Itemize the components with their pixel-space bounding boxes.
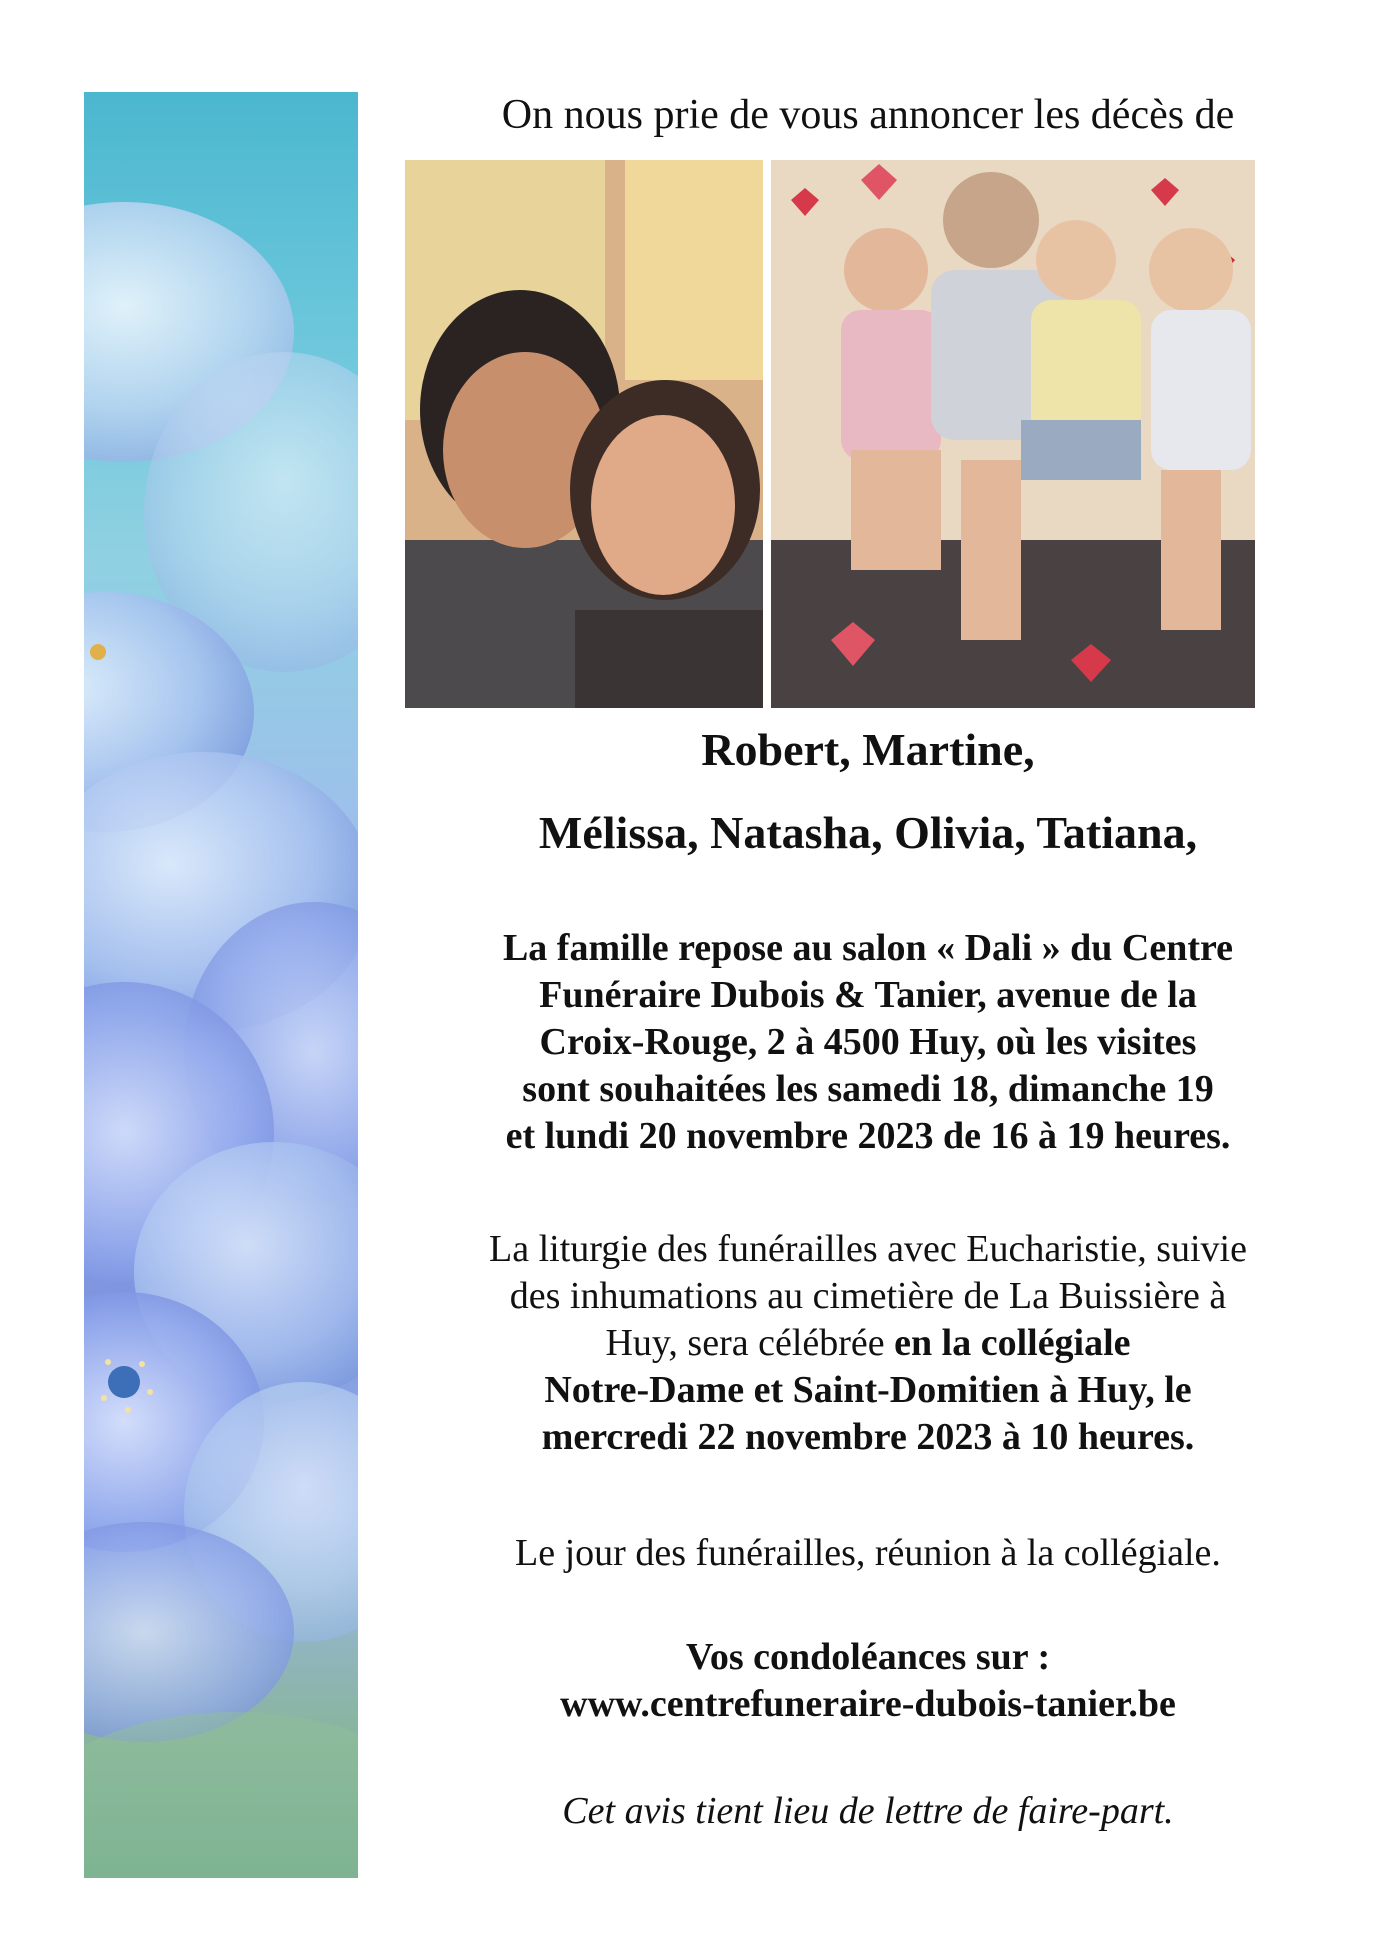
obituary-content — [358, 0, 1378, 1949]
liturgy-line: mercredi 22 novembre 2023 à 10 heures. — [541, 1416, 1195, 1458]
liturgy-line: La liturgie des funérailles avec Eucharistie, suivie — [489, 1228, 1247, 1270]
notice-text: Cet avis tient lieu de lettre de faire-part. — [562, 1790, 1174, 1832]
condolences-website[interactable]: www.centrefuneraire-dubois-tanier.be — [560, 1683, 1176, 1725]
visits-paragraph — [358, 925, 1378, 1160]
visits-line: Funéraire Dubois & Tanier, avenue de la — [539, 974, 1197, 1016]
liturgy-line — [358, 1320, 1378, 1367]
liturgy-line: des inhumations au cimetière de La Buissière à — [509, 1275, 1227, 1317]
liturgy-line-regular: Huy, sera célébrée — [605, 1322, 895, 1364]
photo-divider — [763, 160, 771, 708]
hydrangea-illustration — [84, 92, 358, 1878]
condolences-block — [358, 1634, 1378, 1728]
announcement-text: On nous prie de vous annoncer les décès de — [501, 92, 1235, 138]
deceased-names-line-2: Mélissa, Natasha, Olivia, Tatiana, — [538, 807, 1198, 858]
liturgy-line-bold: en la collégiale — [894, 1322, 1131, 1364]
visits-line: sont souhaitées les samedi 18, dimanche 19 — [522, 1068, 1214, 1110]
condolences-label: Vos condoléances sur : — [685, 1636, 1051, 1678]
liturgy-line: Notre-Dame et Saint-Domitien à Huy, le — [544, 1369, 1192, 1411]
deceased-names-line-1: Robert, Martine, — [701, 724, 1035, 775]
family-photos — [405, 160, 1255, 708]
visits-line: Croix-Rouge, 2 à 4500 Huy, où les visites — [539, 1021, 1197, 1063]
liturgy-paragraph — [358, 1226, 1378, 1461]
floral-side-image — [84, 92, 358, 1878]
visits-line: et lundi 20 novembre 2023 de 16 à 19 heures. — [505, 1115, 1231, 1157]
reunion-text: Le jour des funérailles, réunion à la collégiale. — [515, 1532, 1221, 1574]
visits-line: La famille repose au salon « Dali » du Centre — [502, 927, 1234, 969]
couple-photo — [405, 160, 763, 708]
children-photo — [771, 160, 1255, 708]
